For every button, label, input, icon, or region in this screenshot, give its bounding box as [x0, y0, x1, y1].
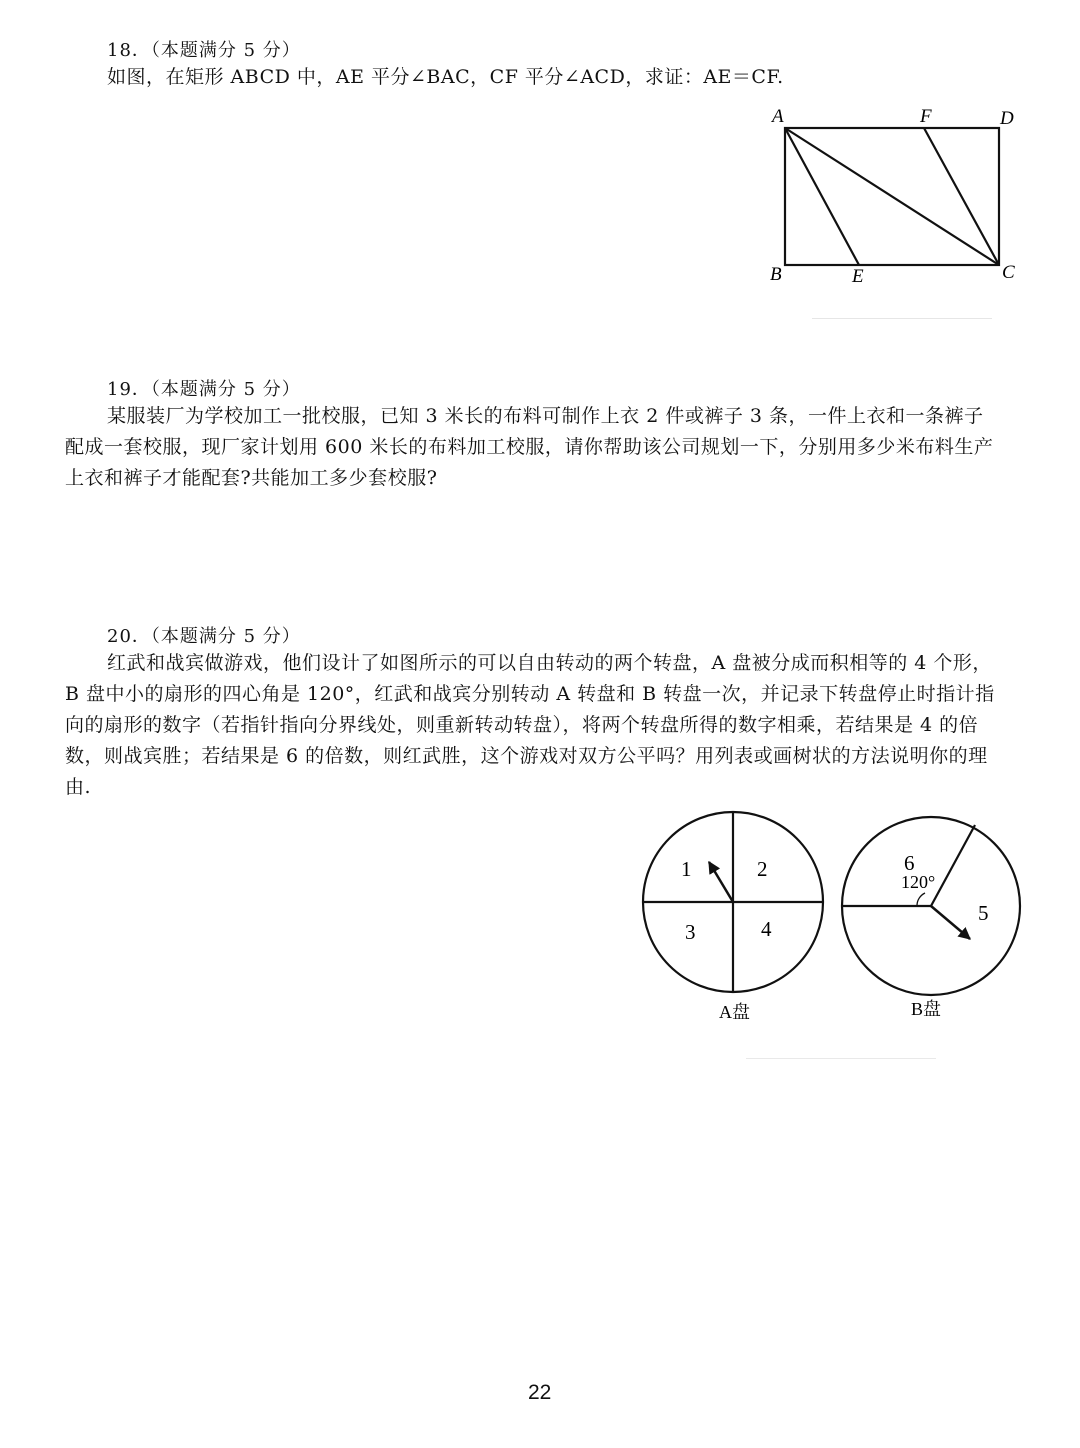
dial-b-divider-right	[931, 825, 975, 906]
dial-b-pointer	[931, 906, 970, 939]
q19-body	[65, 401, 1035, 494]
label-b: B	[770, 264, 782, 285]
dial-a	[643, 812, 823, 1022]
page-number: 22	[528, 1381, 552, 1404]
label-e: E	[852, 266, 864, 287]
dial-a-sector-1: 1	[681, 857, 692, 881]
segment-ae	[785, 128, 859, 265]
q19-header: 19．（本题满分 5 分）	[107, 379, 301, 400]
label-a: A	[772, 106, 784, 127]
divider	[746, 1058, 936, 1059]
q20-line: 红武和战宾做游戏，他们设计了如图所示的可以自由转动的两个转盘，A 盘被分成而积相等的 4 个形，	[107, 652, 992, 674]
q20-body	[65, 648, 1035, 803]
label-d: D	[1000, 108, 1014, 129]
q20-line: 数，则战宾胜；若结果是 6 的倍数，则红武胜，这个游戏对双方公平吗？用列表或画树状的方法说明你的理	[65, 745, 988, 767]
dial-b-sector-6: 6	[904, 851, 915, 875]
diagonal-ac	[785, 128, 999, 265]
q20-line: B 盘中小的扇形的四心角是 120°，红武和战宾分别转动 A 转盘和 B 转盘一次，并记录下转盘停止时指计指	[65, 683, 995, 705]
dial-b-angle-label: 120°	[901, 872, 936, 892]
dial-a-caption: A盘	[719, 1002, 750, 1022]
dial-a-sector-3: 3	[685, 920, 696, 944]
q20-header: 20．（本题满分 5 分）	[107, 626, 301, 647]
dial-a-sector-4: 4	[761, 917, 772, 941]
angle-arc	[917, 893, 925, 906]
label-c: C	[1002, 262, 1015, 283]
q18-text	[107, 62, 784, 93]
q19-line: 某服装厂为学校加工一批校服，已知 3 米长的布料可制作上衣 2 件或裤子 3 条，一件上衣和一条裤子	[107, 405, 984, 427]
rectangle-figure	[760, 102, 1030, 292]
spinners-figure	[630, 805, 1030, 1035]
label-f: F	[920, 106, 932, 127]
divider	[812, 318, 992, 319]
q19-line: 配成一套校服，现厂家计划用 600 米长的布料加工校服，请你帮助该公司规划一下，分别用多少米布料生产	[65, 436, 994, 458]
q19-line: 上衣和裤子才能配套?共能加工多少套校服?	[65, 467, 438, 489]
segment-cf	[924, 128, 999, 265]
q18-text-line: 如图，在矩形 ABCD 中，AE 平分∠BAC，CF 平分∠ACD，求证：AE＝CF.	[107, 66, 784, 88]
q20-line: 向的扇形的数字（若指针指向分界线处，则重新转动转盘），将两个转盘所得的数字相乘，若结果是 4 的倍	[65, 714, 979, 736]
dial-a-sector-2: 2	[757, 857, 768, 881]
q18-header: 18．（本题满分 5 分）	[107, 40, 301, 61]
dial-b-caption: B盘	[911, 999, 942, 1019]
q20-line: 由.	[65, 776, 92, 798]
dial-a-pointer	[709, 862, 733, 902]
dial-b	[842, 817, 1020, 1019]
dial-b-sector-5: 5	[978, 901, 989, 925]
